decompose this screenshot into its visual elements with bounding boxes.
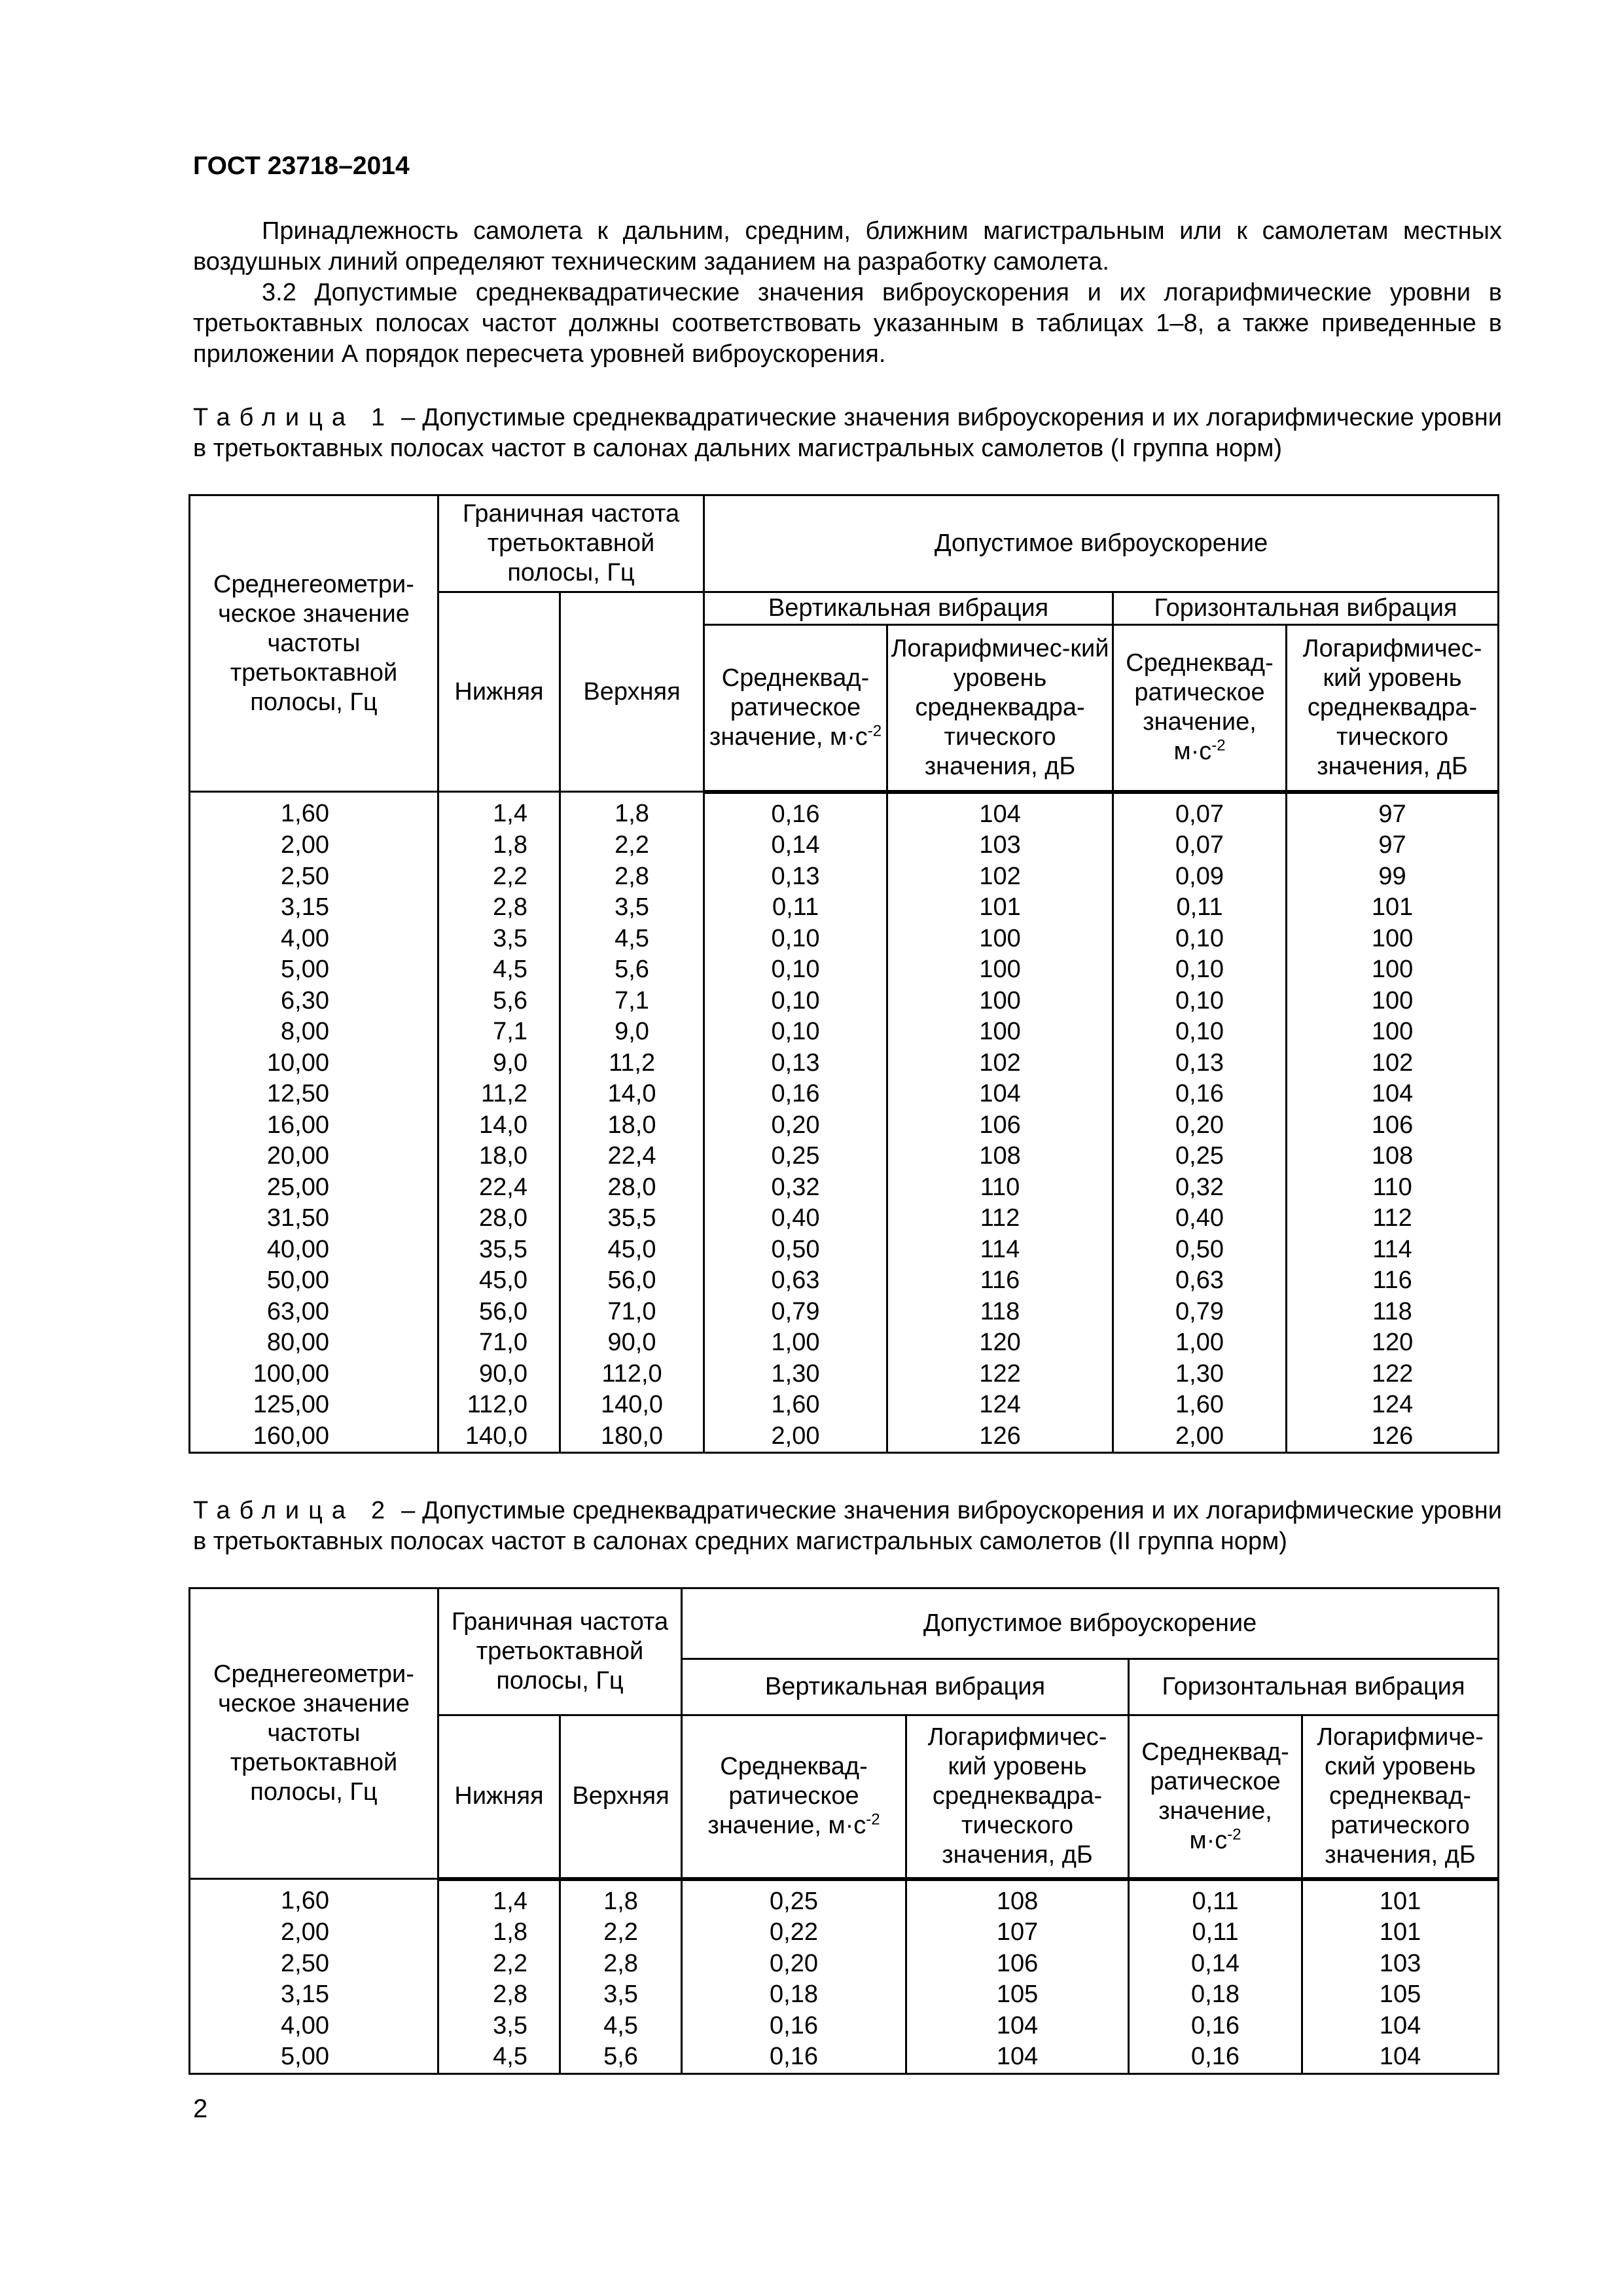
- table2-caption: [193, 1496, 1502, 1557]
- cell-freq: 100,00: [190, 1359, 438, 1390]
- cell-lower: 2,2: [438, 861, 560, 893]
- cell-lower: 1,8: [438, 1917, 560, 1948]
- table-row: [190, 830, 1499, 861]
- cell-vert-rms: 0,79: [704, 1297, 887, 1328]
- cell-lower: 3,5: [438, 2011, 560, 2042]
- cell-vert-rms: 1,00: [704, 1327, 887, 1359]
- cell-horiz-rms: 0,10: [1113, 986, 1287, 1017]
- table-row: [190, 1979, 1499, 2011]
- cell-lower: 18,0: [438, 1141, 560, 1172]
- cell-horiz-log: 97: [1287, 792, 1499, 831]
- header-upper: Верхняя: [560, 1715, 682, 1879]
- table-1: [188, 494, 1499, 1454]
- cell-horiz-log: 100: [1287, 986, 1499, 1017]
- cell-vert-rms: 0,13: [704, 861, 887, 893]
- cell-upper: 3,5: [560, 1979, 682, 2011]
- table1-caption: [193, 403, 1502, 464]
- cell-horiz-rms: 1,30: [1113, 1359, 1287, 1390]
- cell-horiz-log: 104: [1302, 2011, 1499, 2042]
- cell-upper: 4,5: [560, 924, 704, 955]
- cell-horiz-rms: 1,60: [1113, 1390, 1287, 1421]
- cell-freq: 3,15: [190, 892, 438, 924]
- cell-horiz-rms: 0,18: [1129, 1979, 1302, 2011]
- cell-freq: 125,00: [190, 1390, 438, 1421]
- cell-upper: 71,0: [560, 1297, 704, 1328]
- cell-horiz-rms: 2,00: [1113, 1421, 1287, 1453]
- cell-upper: 28,0: [560, 1172, 704, 1204]
- table-row: [190, 792, 1499, 831]
- cell-horiz-rms: 0,16: [1113, 1079, 1287, 1110]
- cell-vert-log: 122: [887, 1359, 1113, 1390]
- cell-freq: 2,00: [190, 830, 438, 861]
- cell-lower: 22,4: [438, 1172, 560, 1204]
- intro-paragraph-1: Принадлежность самолета к дальним, средним, ближним магистральным или к самолетам местных воздушных линий определяют техническим заданием на разработку самолета.: [193, 217, 1502, 276]
- table-row: [190, 1359, 1499, 1390]
- table-row: [190, 1297, 1499, 1328]
- intro-paragraph-2: 3.2 Допустимые среднеквадратические значения виброускорения и их логарифмические уровни в третьоктавных полосах частот должны соответствовать указанным в таблицах 1–8, а также приведенные в приложении А порядок пересчета уровней виброускорения.: [193, 279, 1502, 368]
- cell-freq: 40,00: [190, 1234, 438, 1266]
- header-permissible: Допустимое виброускорение: [704, 495, 1499, 592]
- cell-horiz-log: 97: [1287, 830, 1499, 861]
- cell-horiz-rms: 0,63: [1113, 1265, 1287, 1297]
- table-2: [188, 1587, 1499, 2075]
- header-boundary: Граничная частота третьоктавной полосы, Гц: [438, 1588, 682, 1715]
- cell-horiz-rms: 0,50: [1113, 1234, 1287, 1266]
- cell-freq: 2,00: [190, 1917, 438, 1948]
- cell-horiz-rms: 0,16: [1129, 2041, 1302, 2073]
- cell-freq: 16,00: [190, 1110, 438, 1141]
- cell-horiz-rms: 0,09: [1113, 861, 1287, 893]
- cell-vert-rms: 0,16: [704, 792, 887, 831]
- cell-vert-log: 100: [887, 924, 1113, 955]
- cell-vert-log: 108: [887, 1141, 1113, 1172]
- cell-upper: 45,0: [560, 1234, 704, 1266]
- cell-vert-rms: 0,11: [704, 892, 887, 924]
- cell-vert-rms: 0,63: [704, 1265, 887, 1297]
- cell-freq: 5,00: [190, 2041, 438, 2073]
- header-freq: Среднегеометри-ческое значение частоты третьоктавной полосы, Гц: [190, 495, 438, 792]
- cell-lower: 28,0: [438, 1203, 560, 1234]
- intro-text: [193, 216, 1502, 370]
- cell-horiz-log: 116: [1287, 1265, 1499, 1297]
- table1-body: [190, 792, 1499, 1453]
- cell-horiz-rms: 0,16: [1129, 2011, 1302, 2042]
- cell-horiz-log: 102: [1287, 1048, 1499, 1079]
- cell-upper: 2,2: [560, 1917, 682, 1948]
- cell-lower: 56,0: [438, 1297, 560, 1328]
- cell-upper: 7,1: [560, 986, 704, 1017]
- cell-horiz-rms: 0,32: [1113, 1172, 1287, 1204]
- cell-freq: 2,50: [190, 1948, 438, 1980]
- cell-lower: 3,5: [438, 924, 560, 955]
- cell-upper: 140,0: [560, 1390, 704, 1421]
- header-vertical: Вертикальная вибрация: [682, 1659, 1129, 1715]
- header-horizontal-log: Логарифмичес-кий уровень среднеквадра-тического значения, дБ: [1287, 625, 1499, 792]
- cell-horiz-log: 114: [1287, 1234, 1499, 1266]
- cell-freq: 25,00: [190, 1172, 438, 1204]
- cell-vert-rms: 0,20: [682, 1948, 906, 1980]
- cell-freq: 1,60: [190, 1879, 438, 1918]
- cell-lower: 112,0: [438, 1390, 560, 1421]
- cell-freq: 6,30: [190, 986, 438, 1017]
- cell-freq: 20,00: [190, 1141, 438, 1172]
- cell-freq: 5,00: [190, 954, 438, 986]
- cell-freq: 12,50: [190, 1079, 438, 1110]
- cell-vert-log: 107: [906, 1917, 1129, 1948]
- cell-upper: 5,6: [560, 2041, 682, 2073]
- cell-horiz-log: 101: [1302, 1879, 1499, 1918]
- cell-upper: 14,0: [560, 1079, 704, 1110]
- cell-upper: 4,5: [560, 2011, 682, 2042]
- cell-freq: 80,00: [190, 1327, 438, 1359]
- cell-freq: 1,60: [190, 792, 438, 831]
- cell-vert-rms: 0,16: [682, 2041, 906, 2073]
- cell-vert-rms: 1,60: [704, 1390, 887, 1421]
- cell-upper: 1,8: [560, 1879, 682, 1918]
- table-row: [190, 1110, 1499, 1141]
- cell-horiz-log: 118: [1287, 1297, 1499, 1328]
- cell-vert-log: 102: [887, 861, 1113, 893]
- cell-horiz-log: 99: [1287, 861, 1499, 893]
- cell-freq: 50,00: [190, 1265, 438, 1297]
- page-number: 2: [193, 2094, 208, 2123]
- cell-lower: 9,0: [438, 1048, 560, 1079]
- table-row: [190, 1234, 1499, 1266]
- cell-horiz-log: 101: [1287, 892, 1499, 924]
- cell-horiz-log: 104: [1287, 1079, 1499, 1110]
- cell-vert-rms: 1,30: [704, 1359, 887, 1390]
- cell-lower: 2,2: [438, 1948, 560, 1980]
- cell-lower: 11,2: [438, 1079, 560, 1110]
- document-code: ГОСТ 23718–2014: [193, 152, 410, 180]
- cell-upper: 1,8: [560, 792, 704, 831]
- table-row: [190, 861, 1499, 893]
- cell-upper: 9,0: [560, 1016, 704, 1048]
- cell-horiz-rms: 0,07: [1113, 830, 1287, 861]
- cell-vert-rms: 0,10: [704, 1016, 887, 1048]
- cell-upper: 5,6: [560, 954, 704, 986]
- cell-horiz-log: 106: [1287, 1110, 1499, 1141]
- cell-freq: 63,00: [190, 1297, 438, 1328]
- cell-horiz-rms: 0,10: [1113, 924, 1287, 955]
- cell-lower: 1,8: [438, 830, 560, 861]
- cell-upper: 90,0: [560, 1327, 704, 1359]
- cell-vert-log: 106: [887, 1110, 1113, 1141]
- cell-horiz-rms: 0,79: [1113, 1297, 1287, 1328]
- cell-horiz-log: 108: [1287, 1141, 1499, 1172]
- cell-horiz-rms: 1,00: [1113, 1327, 1287, 1359]
- cell-vert-log: 108: [906, 1879, 1129, 1918]
- cell-horiz-log: 122: [1287, 1359, 1499, 1390]
- table-row: [190, 1079, 1499, 1110]
- cell-freq: 4,00: [190, 2011, 438, 2042]
- table-row: [190, 1141, 1499, 1172]
- cell-vert-log: 120: [887, 1327, 1113, 1359]
- cell-vert-log: 104: [906, 2041, 1129, 2073]
- cell-vert-log: 116: [887, 1265, 1113, 1297]
- cell-vert-rms: 2,00: [704, 1421, 887, 1453]
- table-row: [190, 1421, 1499, 1453]
- cell-freq: 160,00: [190, 1421, 438, 1453]
- cell-lower: 4,5: [438, 954, 560, 986]
- table2-caption-text: – Допустимые среднеквадратические значения виброускорения и их логарифмические уровни в третьоктавных полосах частот в салонах средних магистральных самолетов (II группа норм): [193, 1497, 1502, 1555]
- cell-upper: 18,0: [560, 1110, 704, 1141]
- cell-vert-rms: 0,25: [682, 1879, 906, 1918]
- cell-horiz-rms: 0,07: [1113, 792, 1287, 831]
- table2-body: [190, 1879, 1499, 2074]
- cell-lower: 2,8: [438, 892, 560, 924]
- cell-horiz-log: 103: [1302, 1948, 1499, 1980]
- table-row: [190, 1390, 1499, 1421]
- cell-upper: 112,0: [560, 1359, 704, 1390]
- cell-vert-rms: 0,10: [704, 924, 887, 955]
- cell-vert-rms: 0,25: [704, 1141, 887, 1172]
- cell-horiz-log: 105: [1302, 1979, 1499, 2011]
- cell-horiz-rms: 0,11: [1113, 892, 1287, 924]
- cell-vert-rms: 0,10: [704, 954, 887, 986]
- cell-horiz-log: 100: [1287, 1016, 1499, 1048]
- table-row: [190, 2041, 1499, 2073]
- cell-vert-log: 105: [906, 1979, 1129, 2011]
- cell-freq: 4,00: [190, 924, 438, 955]
- cell-vert-rms: 0,32: [704, 1172, 887, 1204]
- cell-upper: 35,5: [560, 1203, 704, 1234]
- cell-lower: 2,8: [438, 1979, 560, 2011]
- cell-lower: 1,4: [438, 792, 560, 831]
- table-row: [190, 1879, 1499, 1918]
- table-row: [190, 924, 1499, 955]
- cell-horiz-rms: 0,14: [1129, 1948, 1302, 1980]
- cell-vert-log: 104: [906, 2011, 1129, 2042]
- cell-upper: 22,4: [560, 1141, 704, 1172]
- cell-horiz-log: 100: [1287, 924, 1499, 955]
- header-freq: Среднегеометри-ческое значение частоты третьоктавной полосы, Гц: [190, 1588, 438, 1879]
- cell-horiz-log: 120: [1287, 1327, 1499, 1359]
- cell-vert-rms: 0,16: [682, 2011, 906, 2042]
- cell-horiz-rms: 0,10: [1113, 1016, 1287, 1048]
- cell-vert-log: 100: [887, 1016, 1113, 1048]
- cell-upper: 56,0: [560, 1265, 704, 1297]
- table-row: [190, 986, 1499, 1017]
- cell-vert-log: 100: [887, 954, 1113, 986]
- table-row: [190, 1172, 1499, 1204]
- header-horizontal-rms: Среднеквад-ратическое значение, $м\cdot с^{-2}$: [1129, 1715, 1302, 1879]
- cell-vert-log: 103: [887, 830, 1113, 861]
- cell-vert-rms: 0,50: [704, 1234, 887, 1266]
- cell-vert-log: 124: [887, 1390, 1113, 1421]
- header-upper: Верхняя: [560, 592, 704, 792]
- cell-vert-log: 114: [887, 1234, 1113, 1266]
- cell-horiz-log: 100: [1287, 954, 1499, 986]
- cell-horiz-log: 126: [1287, 1421, 1499, 1453]
- cell-vert-log: 104: [887, 1079, 1113, 1110]
- cell-horiz-log: 110: [1287, 1172, 1499, 1204]
- table1-caption-text: – Допустимые среднеквадратические значения виброускорения и их логарифмические уровни в третьоктавных полосах частот в салонах дальних магистральных самолетов (I группа норм): [193, 404, 1502, 462]
- cell-freq: 3,15: [190, 1979, 438, 2011]
- table2-caption-label: Таблица 2: [193, 1497, 395, 1524]
- cell-vert-rms: 0,22: [682, 1917, 906, 1948]
- cell-lower: 45,0: [438, 1265, 560, 1297]
- cell-vert-log: 102: [887, 1048, 1113, 1079]
- cell-freq: 2,50: [190, 861, 438, 893]
- header-vertical: Вертикальная вибрация: [704, 592, 1113, 625]
- header-vertical-rms: Среднеквад-ратическое значение, $м\cdot с^{-2}$: [682, 1715, 906, 1879]
- table1-caption-label: Таблица 1: [193, 404, 395, 431]
- cell-horiz-rms: 0,13: [1113, 1048, 1287, 1079]
- cell-vert-log: 126: [887, 1421, 1113, 1453]
- header-vertical-log: Логарифмичес-кий уровень среднеквадра-тического значения, дБ: [887, 625, 1113, 792]
- cell-vert-log: 100: [887, 986, 1113, 1017]
- header-boundary: Граничная частота третьоктавной полосы, Гц: [438, 495, 704, 592]
- cell-horiz-log: 124: [1287, 1390, 1499, 1421]
- cell-horiz-log: 112: [1287, 1203, 1499, 1234]
- cell-lower: 140,0: [438, 1421, 560, 1453]
- cell-vert-rms: 0,14: [704, 830, 887, 861]
- cell-vert-rms: 0,10: [704, 986, 887, 1017]
- header-vertical-log: Логарифмичес-кий уровень среднеквадра-тического значения, дБ: [906, 1715, 1129, 1879]
- table-row: [190, 1917, 1499, 1948]
- cell-vert-rms: 0,16: [704, 1079, 887, 1110]
- cell-horiz-rms: 0,40: [1113, 1203, 1287, 1234]
- header-horizontal: Горизонтальная вибрация: [1129, 1659, 1499, 1715]
- cell-vert-log: 104: [887, 792, 1113, 831]
- cell-vert-log: 101: [887, 892, 1113, 924]
- cell-vert-log: 118: [887, 1297, 1113, 1328]
- cell-vert-rms: 0,18: [682, 1979, 906, 2011]
- cell-upper: 180,0: [560, 1421, 704, 1453]
- cell-vert-log: 112: [887, 1203, 1113, 1234]
- table-row: [190, 2011, 1499, 2042]
- cell-horiz-rms: 0,25: [1113, 1141, 1287, 1172]
- cell-vert-rms: 0,40: [704, 1203, 887, 1234]
- cell-horiz-rms: 0,11: [1129, 1917, 1302, 1948]
- header-lower: Нижняя: [438, 592, 560, 792]
- cell-upper: 3,5: [560, 892, 704, 924]
- cell-lower: 90,0: [438, 1359, 560, 1390]
- cell-lower: 4,5: [438, 2041, 560, 2073]
- table-row: [190, 1948, 1499, 1980]
- header-horizontal-rms: Среднеквад-ратическое значение, $м\cdot с^{-2}$: [1113, 625, 1287, 792]
- header-vertical-rms: Среднеквад-ратическое значение, $м\cdot с^{-2}$: [704, 625, 887, 792]
- cell-lower: 71,0: [438, 1327, 560, 1359]
- cell-upper: 2,8: [560, 861, 704, 893]
- cell-vert-log: 110: [887, 1172, 1113, 1204]
- cell-lower: 5,6: [438, 986, 560, 1017]
- header-horizontal-log: Логарифмиче-ский уровень среднеквад-ратического значения, дБ: [1302, 1715, 1499, 1879]
- cell-lower: 35,5: [438, 1234, 560, 1266]
- cell-lower: 14,0: [438, 1110, 560, 1141]
- header-permissible: Допустимое виброускорение: [682, 1588, 1499, 1659]
- table-row: [190, 1203, 1499, 1234]
- cell-horiz-log: 104: [1302, 2041, 1499, 2073]
- table-row: [190, 892, 1499, 924]
- cell-lower: 1,4: [438, 1879, 560, 1918]
- cell-horiz-log: 101: [1302, 1917, 1499, 1948]
- cell-lower: 7,1: [438, 1016, 560, 1048]
- cell-freq: 10,00: [190, 1048, 438, 1079]
- cell-vert-rms: 0,20: [704, 1110, 887, 1141]
- cell-horiz-rms: 0,20: [1113, 1110, 1287, 1141]
- cell-upper: 11,2: [560, 1048, 704, 1079]
- cell-vert-rms: 0,13: [704, 1048, 887, 1079]
- header-horizontal: Горизонтальная вибрация: [1113, 592, 1499, 625]
- cell-upper: 2,8: [560, 1948, 682, 1980]
- cell-vert-log: 106: [906, 1948, 1129, 1980]
- table-row: [190, 1048, 1499, 1079]
- table-row: [190, 1327, 1499, 1359]
- cell-freq: 31,50: [190, 1203, 438, 1234]
- cell-horiz-rms: 0,10: [1113, 954, 1287, 986]
- table-row: [190, 1016, 1499, 1048]
- header-lower: Нижняя: [438, 1715, 560, 1879]
- cell-freq: 8,00: [190, 1016, 438, 1048]
- table-row: [190, 954, 1499, 986]
- table-row: [190, 1265, 1499, 1297]
- cell-horiz-rms: 0,11: [1129, 1879, 1302, 1918]
- cell-upper: 2,2: [560, 830, 704, 861]
